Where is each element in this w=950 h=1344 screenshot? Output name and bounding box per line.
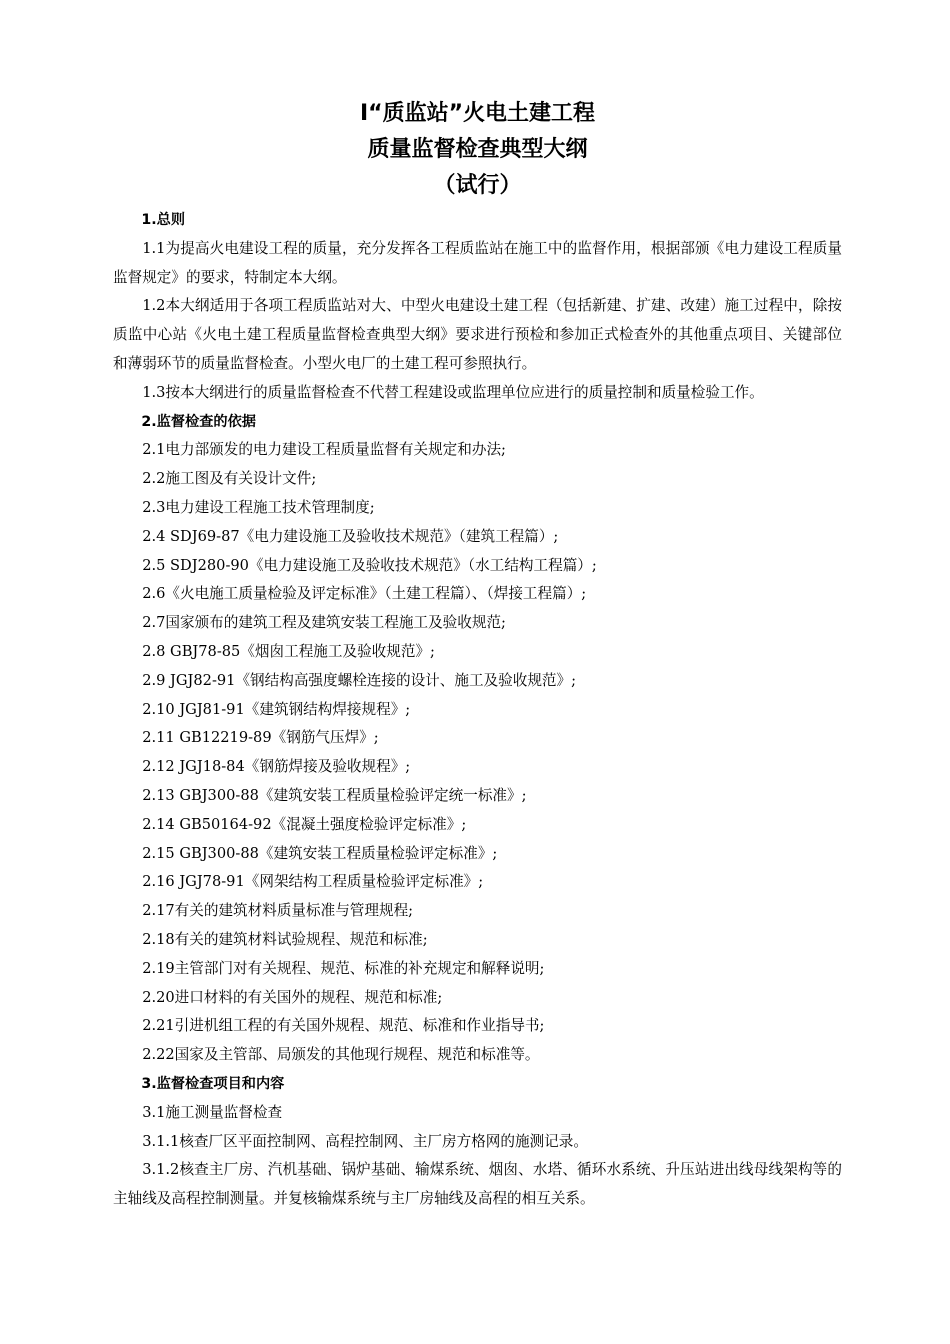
list-item: 2.15 GBJ300-88《建筑安装工程质量检验评定标准》;	[142, 844, 498, 862]
list-item: 2.6《火电施工质量检验及评定标准》（土建工程篇）、（焊接工程篇）;	[142, 585, 587, 603]
list-item: 2.7国家颁布的建筑工程及建筑安装工程施工及验收规范;	[142, 614, 506, 632]
list-item: 2.10 JGJ81-91《建筑钢结构焊接规程》;	[142, 700, 411, 718]
list-item: 2.22国家及主管部、局颁发的其他现行规程、规范和标准等。	[142, 1046, 540, 1064]
list-item: 2.14 GB50164-92《混凝土强度检验评定标准》;	[142, 815, 467, 833]
list-item: 2.13 GBJ300-88《建筑安装工程质量检验评定统一标准》;	[142, 786, 527, 804]
paragraph-1-1: 1.1为提高火电建设工程的质量，充分发挥各工程质监站在施工中的监督作用，根据部颁《电力建设工程质量监督规定》的要求，特制定本大纲。	[113, 239, 842, 286]
title-block	[113, 96, 842, 204]
paragraph-3-1-2: 3.1.2核查主厂房、汽机基础、锅炉基础、输煤系统、烟囱、水塔、循环水系统、升压站进出线母线架构等的主轴线及高程控制测量。并复核输煤系统与主厂房轴线及高程的相互关系。	[113, 1161, 842, 1208]
list-item: 2.5 SDJ280-90《电力建设施工及验收技术规范》（水工结构工程篇）;	[142, 556, 597, 574]
paragraph-3-1-1: 3.1.1核查厂区平面控制网、高程控制网、主厂房方格网的施测记录。	[142, 1132, 588, 1150]
document-title-line3: （试行）	[433, 173, 522, 198]
list-item: 2.2施工图及有关设计文件;	[142, 470, 317, 488]
list-item: 2.17有关的建筑材料质量标准与管理规程;	[142, 902, 414, 920]
section-heading-1: 1.总则	[141, 212, 186, 228]
list-item: 2.8 GBJ78-85《烟囱工程施工及验收规范》;	[142, 642, 435, 660]
list-item: 2.21引进机组工程的有关国外规程、规范、标准和作业指导书;	[142, 1017, 545, 1035]
list-item: 2.3电力建设工程施工技术管理制度;	[142, 498, 375, 516]
list-item: 2.11 GB12219-89《钢筋气压焊》;	[142, 729, 379, 747]
list-item: 2.20进口材料的有关国外的规程、规范和标准;	[142, 988, 443, 1006]
paragraph-1-3: 1.3按本大纲进行的质量监督检查不代替工程建设或监理单位应进行的质量控制和质量检验工作。	[142, 383, 764, 401]
section-heading-3: 3.监督检查项目和内容	[141, 1075, 285, 1092]
list-item: 2.1电力部颁发的电力建设工程质量监督有关规定和办法;	[142, 441, 506, 459]
document-title-line1: I“质监站”火电土建工程	[359, 101, 596, 126]
section-heading-2: 2.监督检查的依据	[141, 413, 256, 430]
paragraph-1-2: 1.2本大纲适用于各项工程质监站对大、中型火电建设土建工程（包括新建、扩建、改建）施工过程中，除按质监中心站《火电土建工程质量监督检查典型大纲》要求进行预检和参加正式检查外的其他重点项目、关键部位和薄弱环节的质量监督检查。小型火电厂的土建工程可参照执行。	[113, 297, 842, 372]
paragraph-3-1: 3.1施工测量监督检查	[142, 1103, 283, 1121]
document-body	[113, 206, 842, 1214]
document-title-line2: 质量监督检查典型大纲	[367, 137, 588, 162]
list-item: 2.18有关的建筑材料试验规程、规范和标准;	[142, 930, 428, 948]
list-item: 2.4 SDJ69-87《电力建设施工及验收技术规范》（建筑工程篇）;	[142, 527, 559, 545]
list-item: 2.9 JGJ82-91《钢结构高强度螺栓连接的设计、施工及验收规范》;	[142, 671, 577, 689]
list-item: 2.12 JGJ18-84《钢筋焊接及验收规程》;	[142, 758, 411, 776]
list-item: 2.16 JGJ78-91《网架结构工程质量检验评定标准》;	[142, 873, 484, 891]
list-item: 2.19主管部门对有关规程、规范、标准的补充规定和解释说明;	[142, 959, 545, 977]
